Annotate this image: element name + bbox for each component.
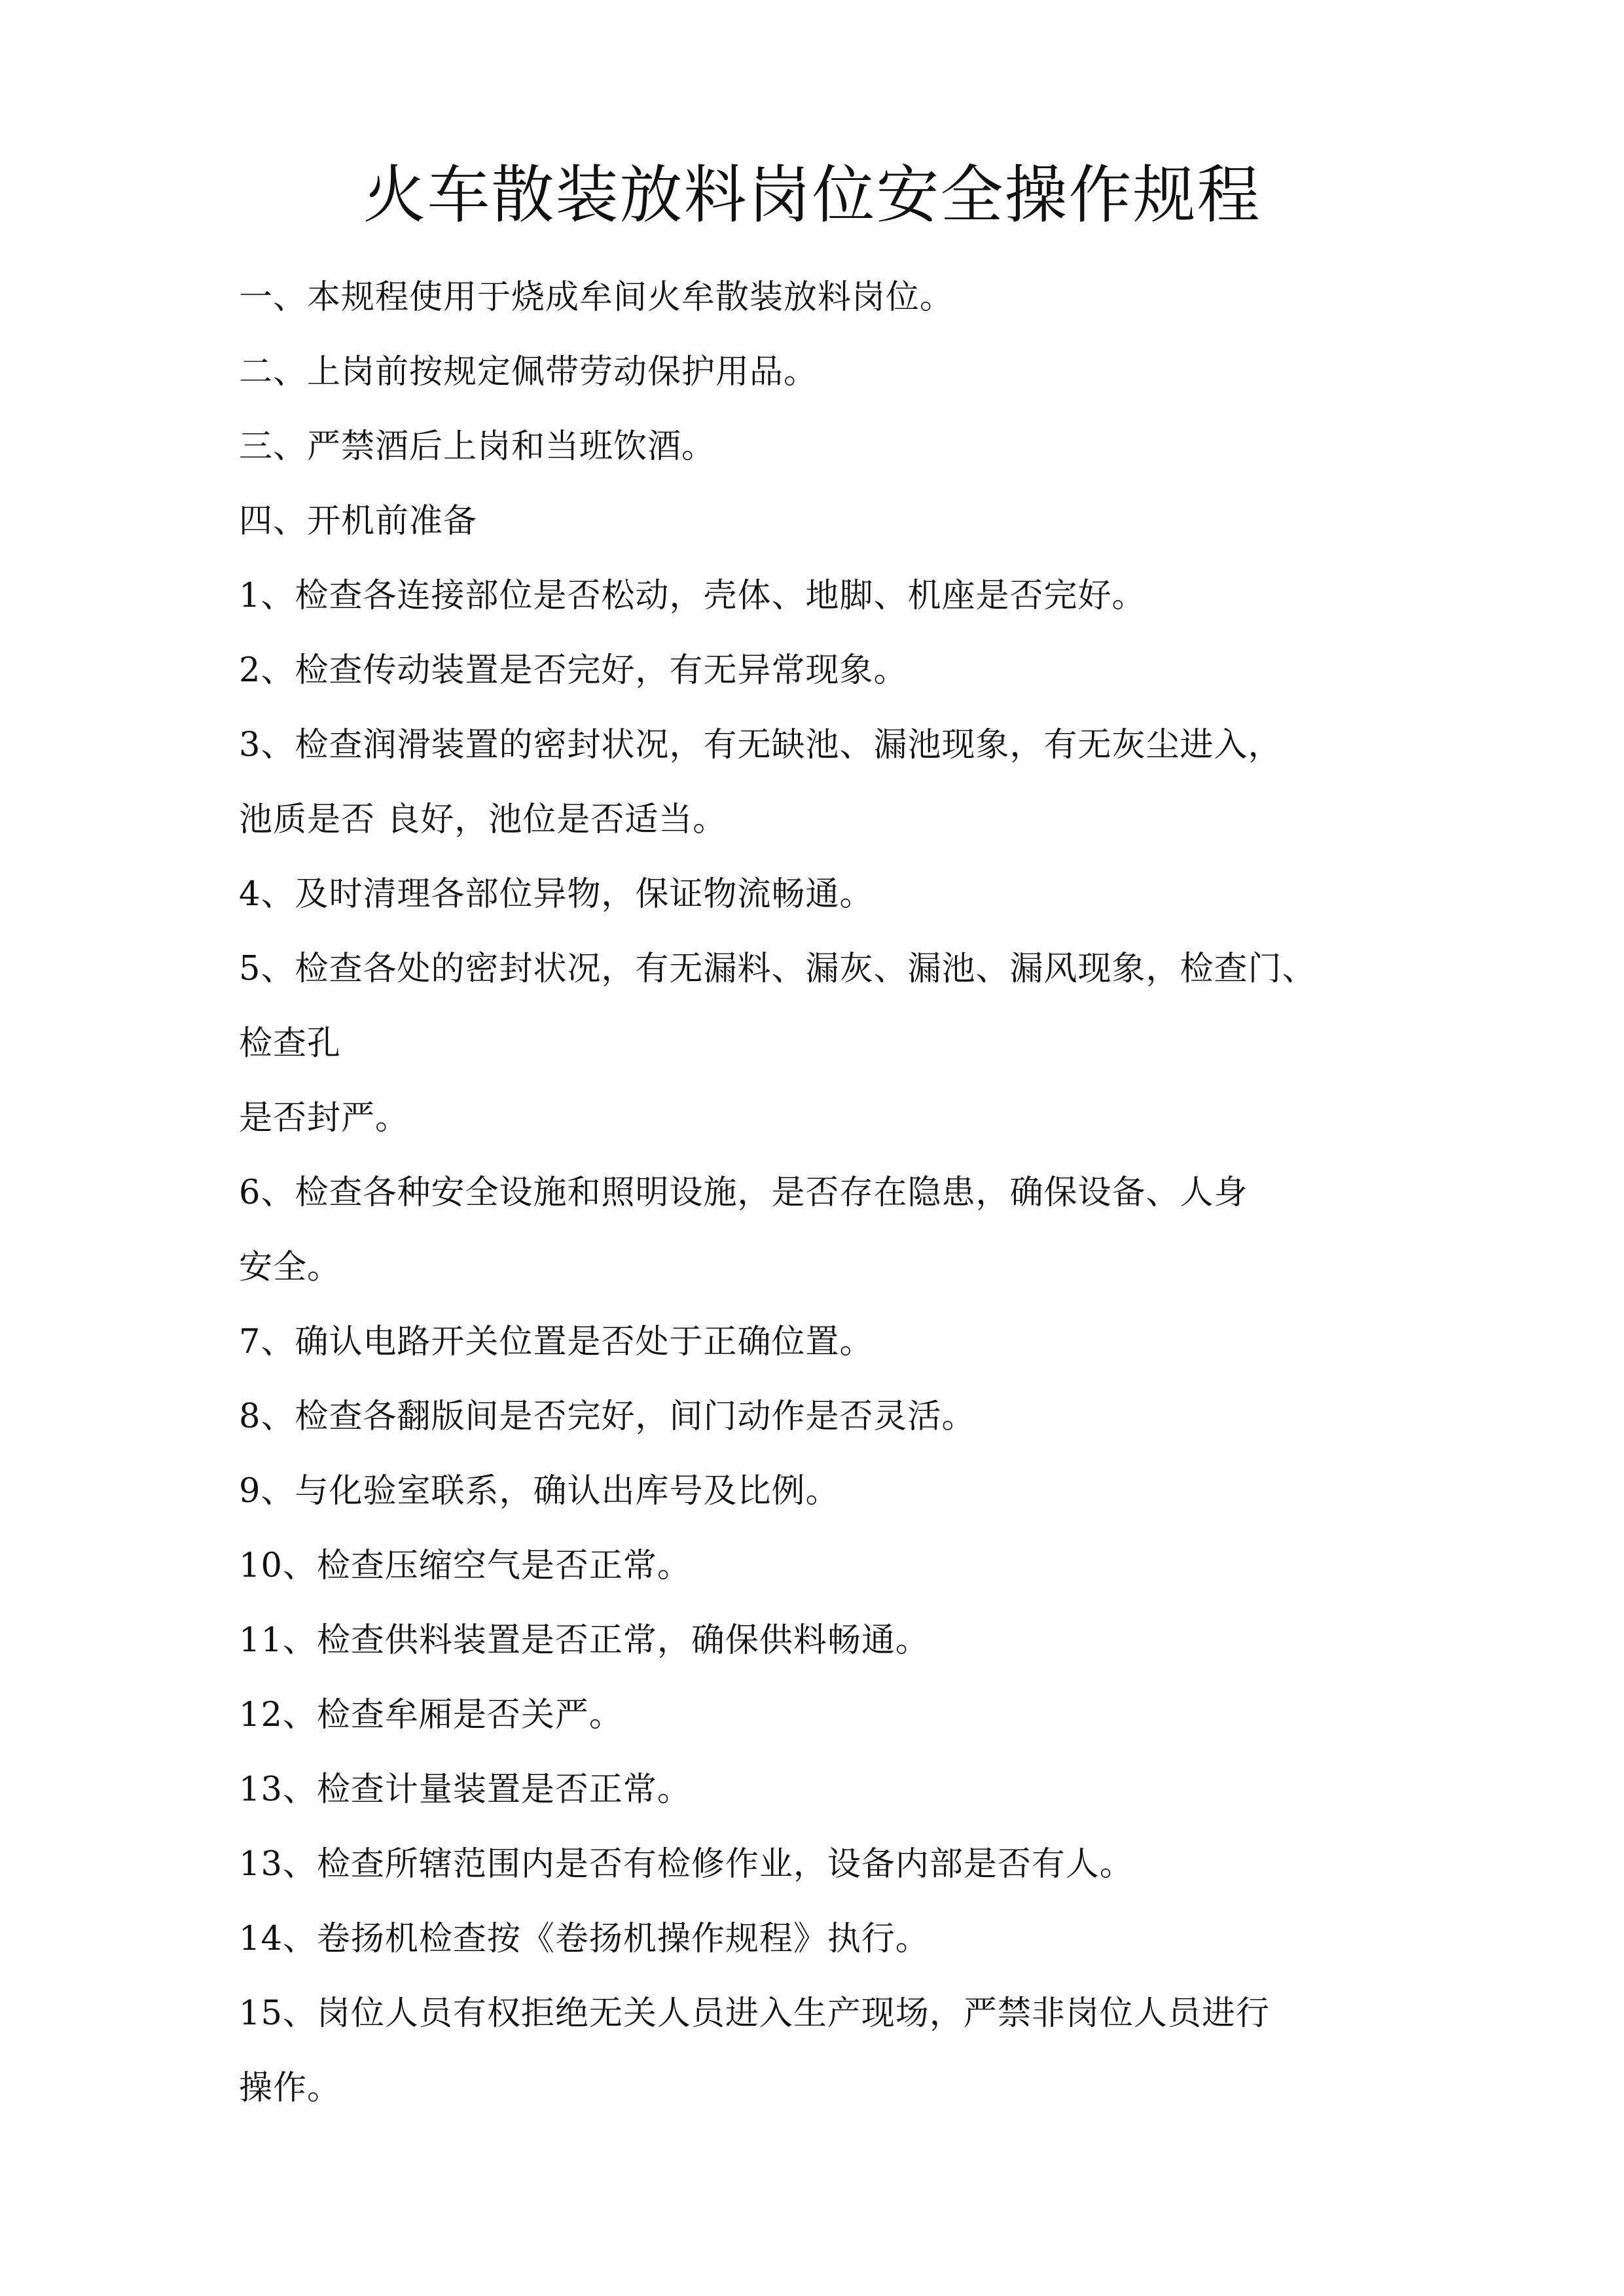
body-line-18: 10、检查压缩空气是否正常。 — [239, 1547, 691, 1585]
body-line-11: 检查孔 — [239, 1024, 342, 1063]
body-line-06: 2、检查传动装置是否完好，有无异常现象。 — [239, 651, 908, 690]
body-line-05: 1、检查各连接部位是否松动，壳体、地脚、机座是否完好。 — [239, 577, 1146, 615]
body-line-01: 一、本规程使用于烧成牟间火牟散装放料岗位。 — [239, 278, 954, 317]
body-line-19: 11、检查供料装置是否正常，确保供料畅通。 — [239, 1621, 929, 1660]
body-line-09: 4、及时清理各部位异物，保证物流畅通。 — [239, 875, 874, 914]
body-line-17: 9、与化验室联系，确认出库号及比例。 — [239, 1472, 840, 1511]
body-line-04: 四、开机前准备 — [239, 502, 478, 541]
document-title: 火车散装放料岗位安全操作规程 — [363, 158, 1261, 232]
body-line-20: 12、检查牟厢是否关严。 — [239, 1696, 623, 1734]
body-line-10: 5、检查各处的密封状况，有无漏料、漏灰、漏池、漏风现象，检查门、 — [239, 950, 1316, 988]
body-line-13: 6、检查各种安全设施和照明设施，是否存在隐患，确保设备、人身 — [239, 1174, 1248, 1212]
body-line-25: 操作。 — [239, 2069, 342, 2108]
body-line-21: 13、检查计量装置是否正常。 — [239, 1770, 691, 1809]
body-line-22: 13、检查所辖范围内是否有检修作业，设备内部是否有人。 — [239, 1845, 1134, 1884]
body-line-12: 是否封严。 — [239, 1099, 410, 1138]
body-line-02: 二、上岗前按规定佩带劳动保护用品。 — [239, 353, 818, 391]
body-line-14: 安全。 — [239, 1248, 342, 1287]
body-line-08: 池质是否 良好，池位是否适当。 — [239, 800, 727, 839]
body-line-23: 14、卷扬机检查按《卷扬机操作规程》执行。 — [239, 1920, 929, 1958]
body-line-24: 15、岗位人员有权拒绝无关人员进入生产现场，严禁非岗位人员进行 — [239, 1994, 1270, 2033]
body-line-03: 三、严禁酒后上岗和当班饮酒。 — [239, 427, 716, 466]
body-line-15: 7、确认电路开关位置是否处于正确位置。 — [239, 1323, 874, 1361]
body-line-07: 3、检查润滑装置的密封状况，有无缺池、漏池现象，有无灰尘进入， — [239, 726, 1282, 764]
body-line-16: 8、检查各翻版间是否完好，间门动作是否灵活。 — [239, 1397, 976, 1436]
document-body — [239, 260, 1411, 2126]
